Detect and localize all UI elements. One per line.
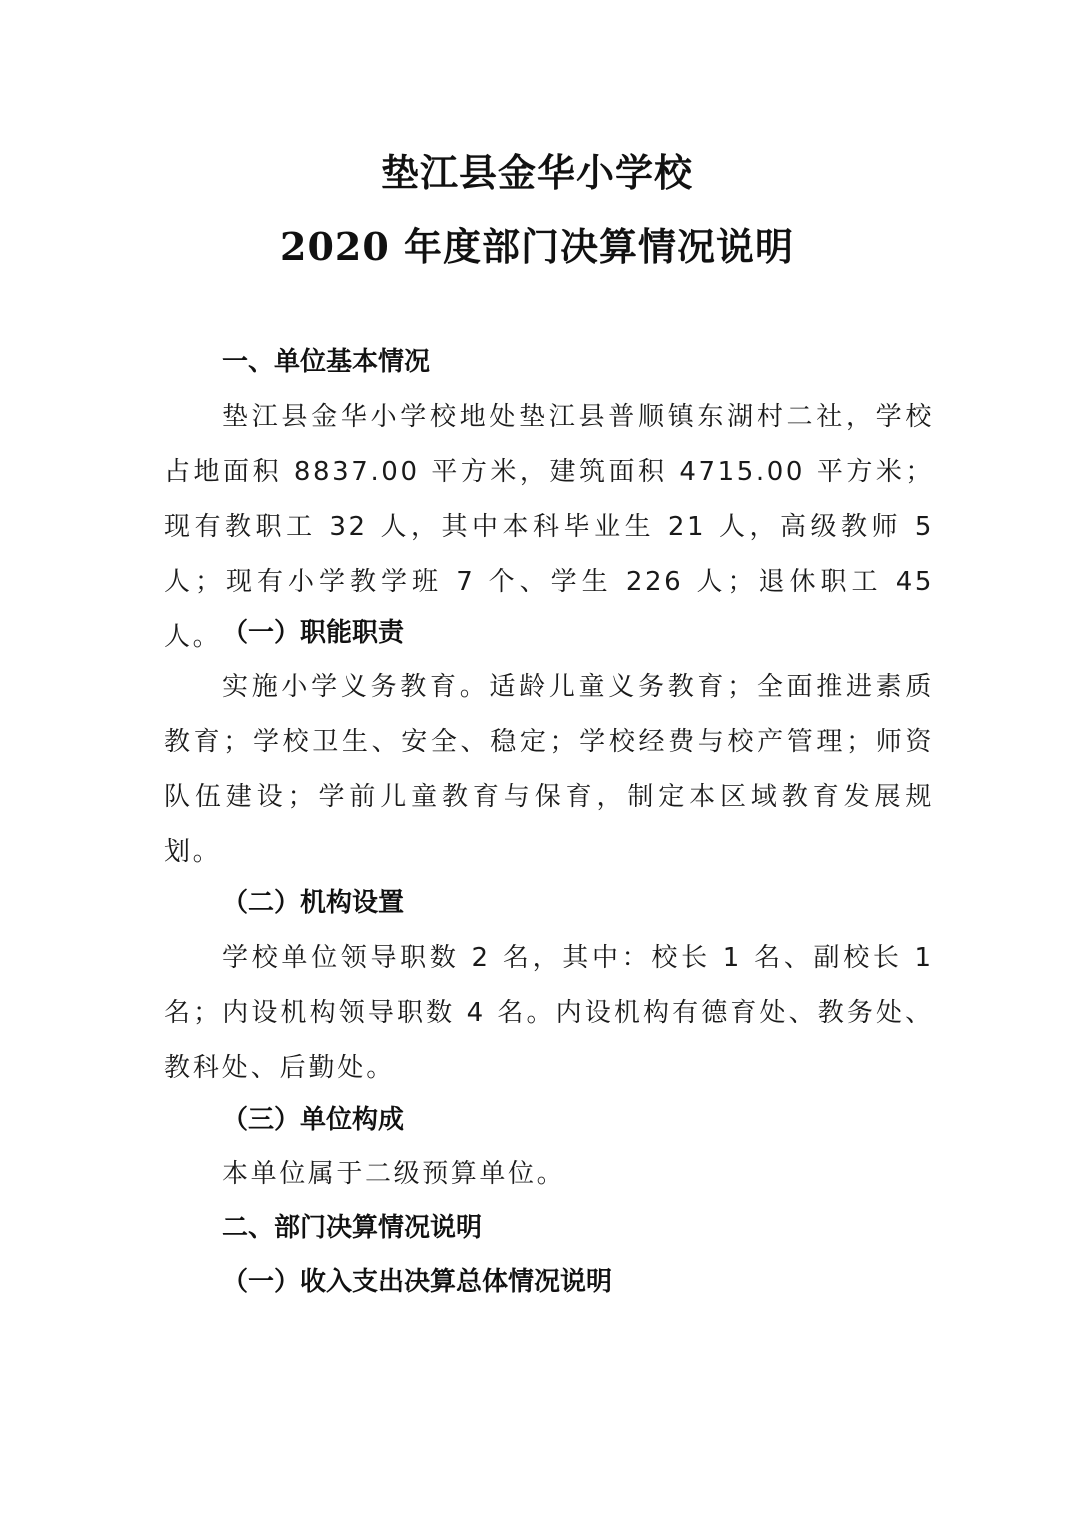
paragraph-composition: 本单位属于二级预算单位。 xyxy=(222,1159,566,1189)
paragraph-functions: 实施小学义务教育。适龄儿童义务教育；全面推进素质教育；学校卫生、安全、稳定；学校经费与校产管理；师资队伍建设；学前儿童教育与保育，制定本区域教育发展规划。 xyxy=(164,672,934,867)
subheading-functions: （一）职能职责 xyxy=(222,618,405,648)
subheading-income-expenditure: （一）收入支出决算总体情况说明 xyxy=(222,1267,613,1297)
document-subtitle: 2020 年度部门决算情况说明 xyxy=(280,224,794,269)
section-heading-final-accounts: 二、部门决算情况说明 xyxy=(222,1213,483,1243)
document-title: 垫江县金华小学校 xyxy=(380,150,693,195)
subheading-organization: （二）机构设置 xyxy=(222,888,405,918)
section-heading-basic-info: 一、单位基本情况 xyxy=(222,347,431,377)
paragraph-organization: 学校单位领导职数 2 名，其中：校长 1 名、副校长 1 名；内设机构领导职数 4 名。内设机构有德育处、教务处、教科处、后勤处。 xyxy=(164,943,934,1083)
subheading-composition: （三）单位构成 xyxy=(222,1105,405,1135)
paragraph-basic-info: 垫江县金华小学校地处垫江县普顺镇东湖村二社，学校占地面积 8837.00 平方米，建筑面积 4715.00 平方米；现有教职工 32 人，其中本科毕业生 21 人，高级教师 5 人；现有小学教学班 7 个、学生 226 人；退休职工 45 人。 xyxy=(164,402,934,652)
